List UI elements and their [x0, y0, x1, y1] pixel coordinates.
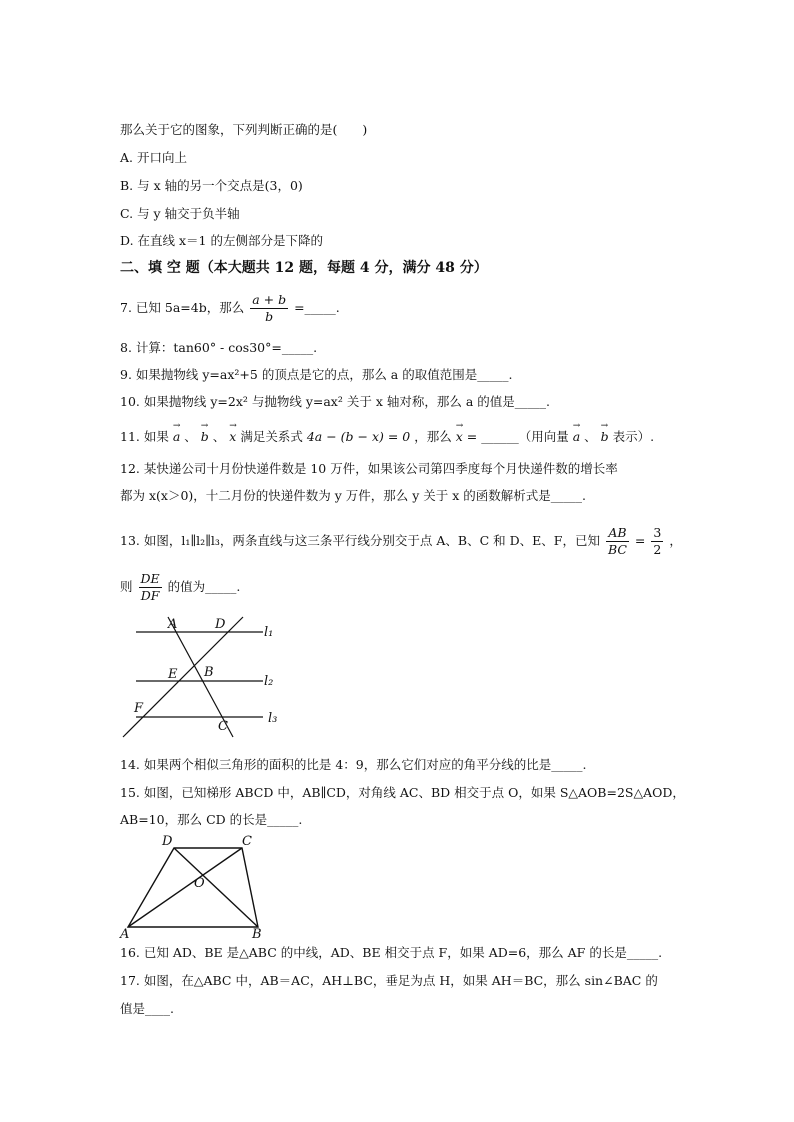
trapezoid-abcd	[128, 848, 258, 927]
q13-fraction-de-df	[139, 571, 162, 604]
q13-line2-prefix: 则	[120, 579, 133, 594]
q11-tail-2: 表示）.	[612, 429, 655, 444]
question-10: 10. 如果抛物线 y=2x² 与抛物线 y=ax² 关于 x 轴对称，那么 a 的值是_____.	[120, 394, 550, 409]
q7-numerator: a + b	[252, 292, 287, 307]
q11-separator: 、	[212, 429, 226, 444]
diagonal-ac	[128, 848, 242, 927]
question-9: 9. 如果抛物线 y=ax²+5 的顶点是它的点，那么 a 的取值范围是_____.	[120, 367, 513, 382]
label-A: A	[120, 927, 130, 940]
q13-frac3-num: DE	[140, 571, 160, 586]
label-C: C	[218, 719, 228, 734]
section-heading: 二、填 空 题（本大题共 12 题，每题 4 分，满分 48 分）	[120, 260, 488, 276]
label-E: E	[168, 667, 178, 682]
question-17-line-2: 值是____.	[120, 1001, 174, 1016]
vector-a: → a	[573, 424, 580, 446]
question-15-line-1: 15. 如图，已知梯形 ABCD 中，AB∥CD，对角线 AC、BD 相交于点 O，如果 S△AOB=2S△AOD，	[120, 785, 685, 800]
diagonal-bd	[174, 848, 258, 927]
q13-frac1-den: BC	[607, 542, 627, 557]
trapezoid-figure	[118, 832, 268, 940]
label-D: D	[162, 834, 173, 849]
q7-denominator: b	[265, 309, 274, 324]
question-13-line-1	[120, 525, 682, 558]
q7-prefix: 7. 已知 5a=4b，那么	[120, 300, 245, 315]
q11-middle: 满足关系式	[240, 429, 303, 444]
question-16: 16. 已知 AD、BE 是△ABC 的中线，AD、BE 相交于点 F，如果 AD=6，那么 AF 的长是_____.	[120, 945, 663, 960]
q11-prefix: 11. 如果	[120, 429, 169, 444]
q6-option-c: C. 与 y 轴交于负半轴	[120, 206, 240, 221]
q13-line2-suffix: 的值为_____.	[167, 579, 241, 594]
q11-after: ，那么	[414, 429, 452, 444]
question-7	[120, 292, 340, 325]
q13-comma: ，	[669, 533, 682, 548]
vector-b: → b	[601, 424, 609, 446]
parallel-lines-figure	[118, 612, 288, 742]
question-8: 8. 计算：tan60° - cos30°=_____.	[120, 340, 318, 355]
label-F: F	[134, 701, 144, 716]
vector-b: → b	[201, 424, 209, 446]
question-14: 14. 如果两个相似三角形的面积的比是 4：9，那么它们对应的角平分线的比是_____.	[120, 757, 587, 772]
label-O: O	[194, 876, 205, 891]
q13-fraction-3-2	[651, 525, 663, 558]
q11-separator: 、	[584, 429, 597, 444]
label-l1: l₁	[264, 625, 274, 640]
q6-stem: 那么关于它的图象，下列判断正确的是( )	[120, 122, 368, 137]
q11-equation: 4a − (b − x) = 0	[306, 429, 411, 444]
q13-frac2-den: 2	[653, 542, 662, 557]
question-17-line-1: 17. 如图，在△ABC 中，AB＝AC，AH⊥BC，垂足为点 H，如果 AH＝BC，那么 sin∠BAC 的	[120, 973, 658, 988]
label-C: C	[242, 834, 252, 849]
q6-option-a: A. 开口向上	[120, 150, 187, 165]
label-l3: l₃	[268, 711, 278, 726]
vector-a: → a	[173, 424, 180, 446]
question-12-line-1: 12. 某快递公司十月份快递件数是 10 万件，如果该公司第四季度每个月快递件数的增长率	[120, 461, 618, 476]
q11-tail: = ______（用向量	[466, 429, 569, 444]
label-B: B	[252, 927, 262, 940]
vector-x: → x	[229, 424, 236, 446]
label-l2: l₂	[264, 674, 274, 689]
question-11	[120, 424, 654, 446]
q13-fraction-ab-bc	[606, 525, 629, 558]
vector-x: → x	[456, 424, 463, 446]
q13-frac1-num: AB	[606, 525, 629, 542]
label-A: A	[168, 617, 178, 632]
question-15-line-2: AB=10，那么 CD 的长是_____.	[120, 812, 303, 827]
q13-text: 13. 如图，l₁∥l₂∥l₃，两条直线与这三条平行线分别交于点 A、B、C 和 D、E、F，已知	[120, 533, 600, 548]
q13-frac2-num: 3	[653, 525, 662, 540]
q7-fraction	[250, 292, 288, 325]
label-B: B	[204, 665, 214, 680]
question-13-line-2	[120, 571, 240, 604]
q11-separator: 、	[184, 429, 197, 444]
q7-suffix: =_____.	[294, 300, 340, 315]
q6-option-d: D. 在直线 x＝1 的左侧部分是下降的	[120, 233, 323, 248]
label-D: D	[215, 617, 226, 632]
q13-equals: =	[634, 533, 646, 548]
q6-option-b: B. 与 x 轴的另一个交点是(3，0)	[120, 178, 303, 193]
q13-frac3-den: DF	[140, 588, 160, 603]
question-12-line-2: 都为 x(x＞0)，十二月份的快递件数为 y 万件，那么 y 关于 x 的函数解析式是_____.	[120, 488, 587, 503]
